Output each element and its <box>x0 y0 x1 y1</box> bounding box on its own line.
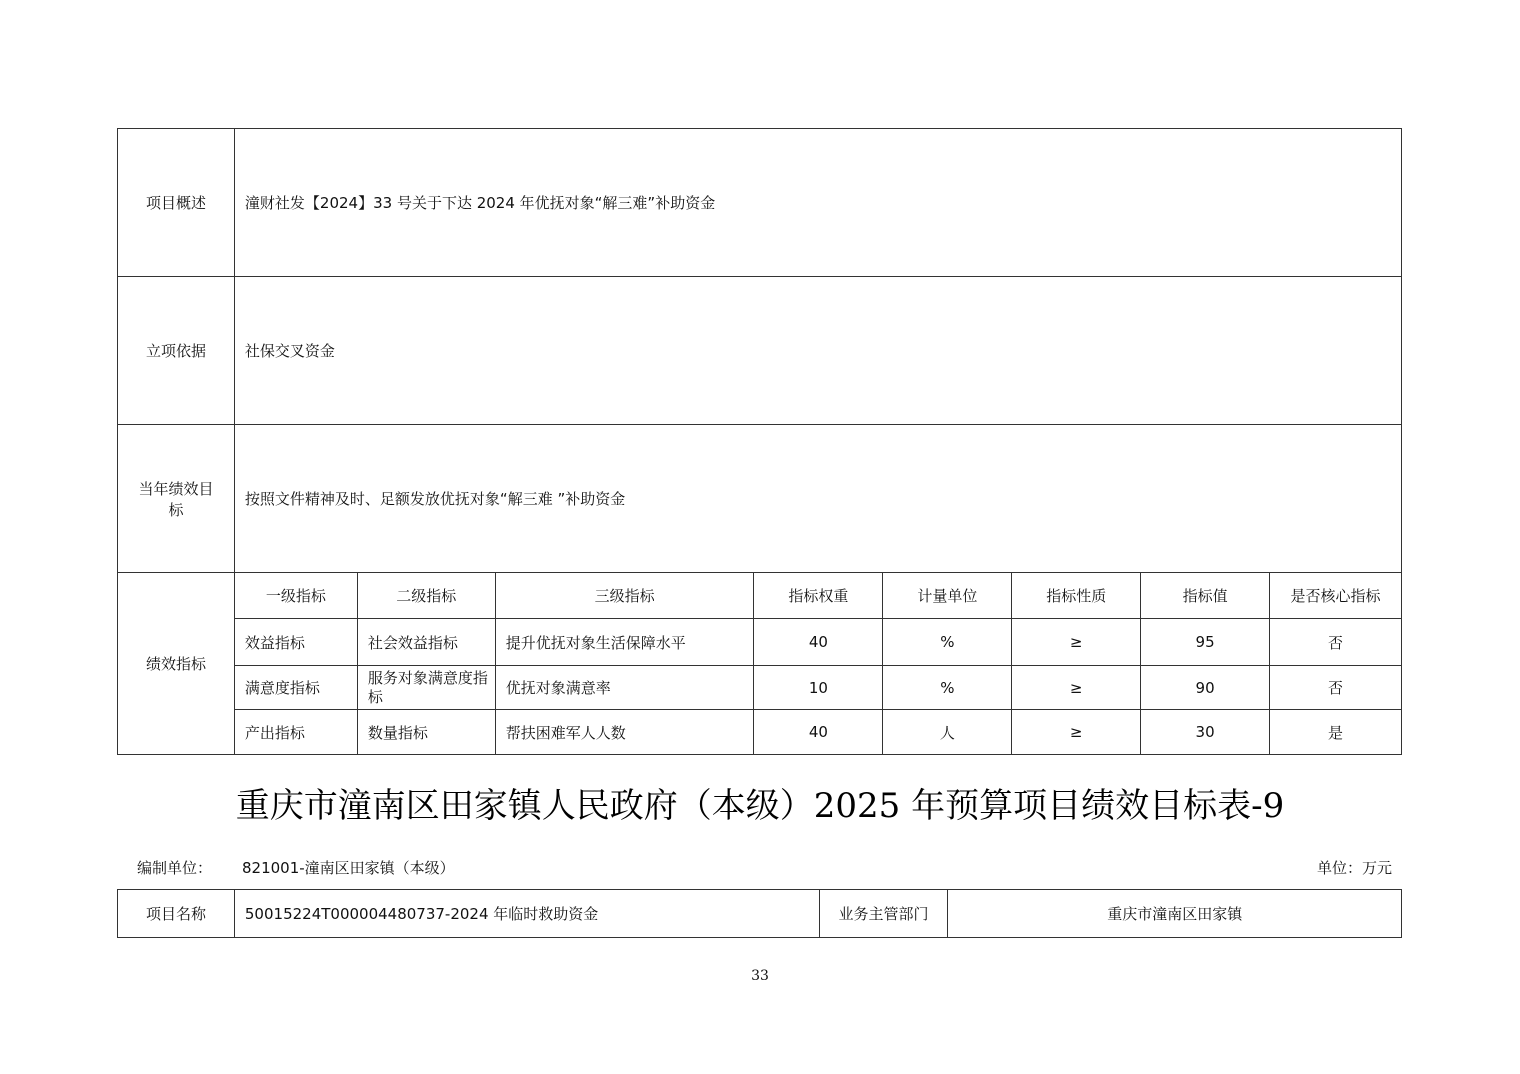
project-row <box>118 890 1402 938</box>
header-l1: 一级指标 <box>234 573 357 619</box>
table-row <box>118 710 1402 755</box>
overview-value: 潼财社发【2024】33 号关于下达 2024 年优抚对象“解三难”补助资金 <box>234 129 1401 277</box>
goal-row <box>118 425 1402 573</box>
overview-label: 项目概述 <box>118 129 235 277</box>
basis-row <box>118 277 1402 425</box>
header-weight: 指标权重 <box>754 573 883 619</box>
indicator-l3: 提升优抚对象生活保障水平 <box>495 619 754 666</box>
indicator-core: 否 <box>1270 619 1402 666</box>
goal-value: 按照文件精神及时、足额发放优抚对象“解三难 ”补助资金 <box>234 425 1401 573</box>
indicator-weight: 10 <box>754 666 883 710</box>
org-label: 编制单位： <box>137 859 213 877</box>
indicator-value: 90 <box>1141 666 1270 710</box>
header-l2: 二级指标 <box>357 573 495 619</box>
header-unit: 计量单位 <box>883 573 1012 619</box>
table-title: 重庆市潼南区田家镇人民政府（本级）2025 年预算项目绩效目标表-9 <box>235 786 1285 826</box>
table-row <box>118 666 1402 710</box>
header-nature: 指标性质 <box>1012 573 1141 619</box>
indicator-l1: 产出指标 <box>234 710 357 755</box>
indicator-header-row <box>118 573 1402 619</box>
performance-table <box>117 128 1402 755</box>
indicator-core: 是 <box>1270 710 1402 755</box>
indicator-value: 30 <box>1141 710 1270 755</box>
org-value: 821001-潼南区田家镇（本级） <box>242 859 455 877</box>
indicator-label: 绩效指标 <box>118 573 235 755</box>
indicator-weight: 40 <box>754 619 883 666</box>
unit-text: 单位：万元 <box>1316 859 1392 877</box>
indicator-weight: 40 <box>754 710 883 755</box>
indicator-nature: ≥ <box>1012 666 1141 710</box>
header-l3: 三级指标 <box>495 573 754 619</box>
basis-value: 社保交叉资金 <box>234 277 1401 425</box>
indicator-l1: 效益指标 <box>234 619 357 666</box>
indicator-nature: ≥ <box>1012 619 1141 666</box>
page-number: 33 <box>751 968 769 984</box>
header-value: 指标值 <box>1141 573 1270 619</box>
indicator-l3: 帮扶困难军人人数 <box>495 710 754 755</box>
project-info-table <box>117 889 1402 938</box>
indicator-l1: 满意度指标 <box>234 666 357 710</box>
table-row <box>118 619 1402 666</box>
goal-label: 当年绩效目标 <box>118 425 235 573</box>
project-name-label: 项目名称 <box>118 890 235 938</box>
indicator-nature: ≥ <box>1012 710 1141 755</box>
indicator-core: 否 <box>1270 666 1402 710</box>
overview-row <box>118 129 1402 277</box>
project-name-value: 50015224T000004480737-2024 年临时救助资金 <box>234 890 819 938</box>
basis-label: 立项依据 <box>118 277 235 425</box>
indicator-l2: 服务对象满意度指标 <box>357 666 495 710</box>
indicator-unit: 人 <box>883 710 1012 755</box>
dept-value: 重庆市潼南区田家镇 <box>948 890 1402 938</box>
dept-label: 业务主管部门 <box>819 890 948 938</box>
indicator-value: 95 <box>1141 619 1270 666</box>
indicator-unit: % <box>883 619 1012 666</box>
indicator-l2: 数量指标 <box>357 710 495 755</box>
indicator-unit: % <box>883 666 1012 710</box>
header-core: 是否核心指标 <box>1270 573 1402 619</box>
indicator-l2: 社会效益指标 <box>357 619 495 666</box>
indicator-l3: 优抚对象满意率 <box>495 666 754 710</box>
